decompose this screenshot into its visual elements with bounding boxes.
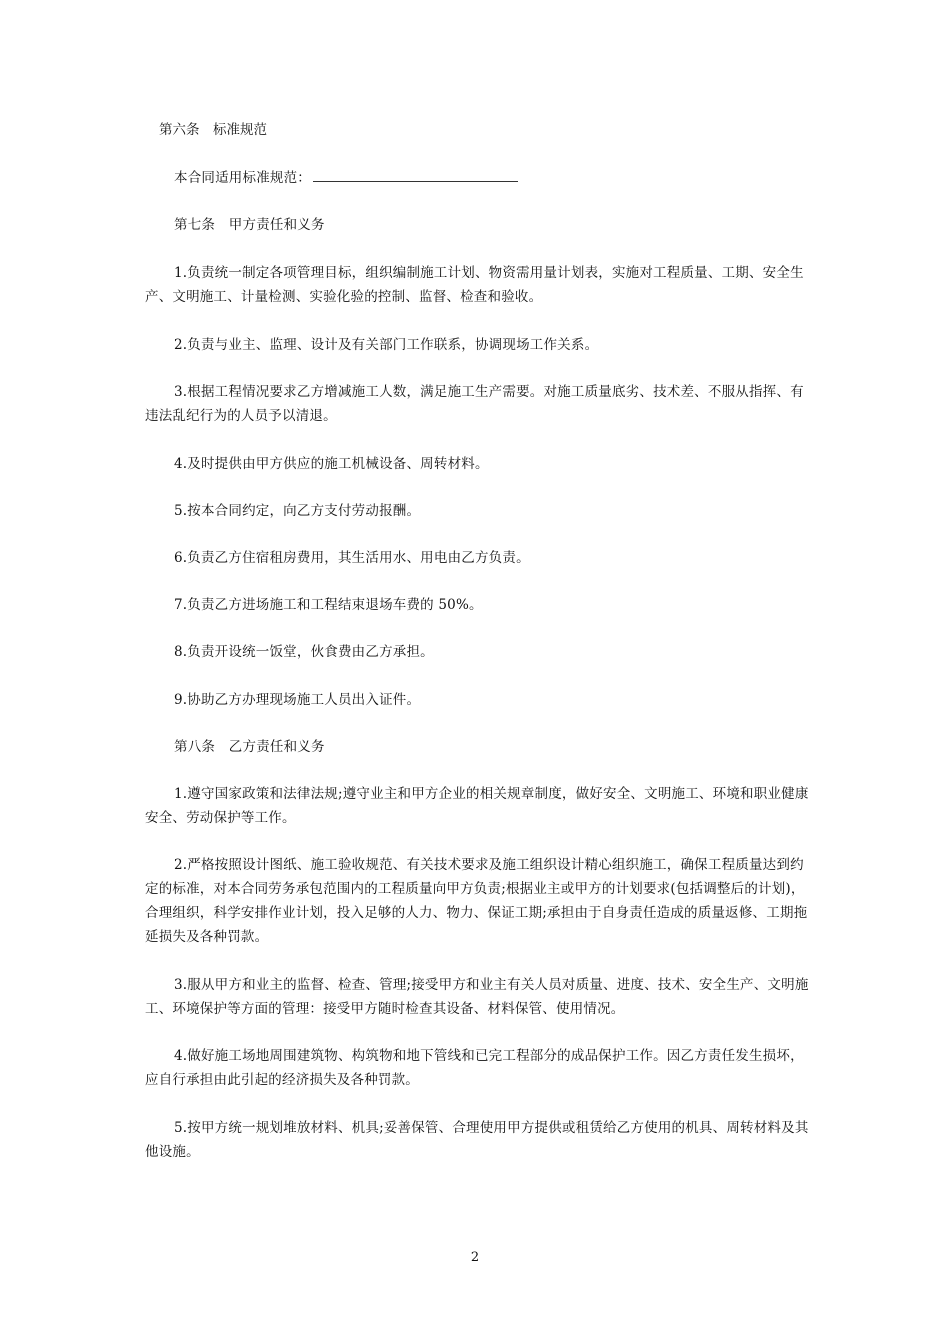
section-8-item-5: 5.按甲方统一规划堆放材料、机具;妥善保管、合理使用甲方提供或租赁给乙方使用的机具、周转材料及其他设施。 [145, 1120, 809, 1160]
section-7-item-3: 3.根据工程情况要求乙方增减施工人数，满足施工生产需要。对施工质量底劣、技术差、不服从指挥、有违法乱纪行为的人员予以清退。 [145, 384, 804, 424]
section-7-item-2: 2.负责与业主、监理、设计及有关部门工作联系，协调现场工作关系。 [174, 337, 599, 353]
section-7-item-5: 5.按本合同约定，向乙方支付劳动报酬。 [174, 503, 421, 519]
section-8-item-1: 1.遵守国家政策和法律法规;遵守业主和甲方企业的相关规章制度，做好安全、文明施工、环境和职业健康安全、劳动保护等工作。 [145, 786, 809, 826]
page-number: 2 [470, 1250, 480, 1265]
section-7-item-4: 4.及时提供由甲方供应的施工机械设备、周转材料。 [174, 456, 489, 472]
standards-blank[interactable] [313, 167, 518, 182]
section-7-item-7: 7.负责乙方进场施工和工程结束退场车费的 50%。 [174, 597, 483, 613]
section-7-item-8: 8.负责开设统一饭堂，伙食费由乙方承担。 [174, 644, 434, 660]
standards-label: 本合同适用标准规范： [174, 170, 311, 186]
section-7-item-1: 1.负责统一制定各项管理目标，组织编制施工计划、物资需用量计划表，实施对工程质量、工期、安全生产、文明施工、计量检测、实验化验的控制、监督、检查和验收。 [145, 265, 804, 305]
section-8-item-2: 2.严格按照设计图纸、施工验收规范、有关技术要求及施工组织设计精心组织施工，确保工程质量达到约定的标准，对本合同劳务承包范围内的工程质量向甲方负责;根据业主或甲方的计划要求(包括调整后的计划)，合理组织，科学安排作业计划，投入足够的人力、物力、保证工期;承担由于自身责任造成的质量返修、工期拖延损失及各种罚款。 [145, 857, 808, 945]
section-6-heading: 第六条 标准规范 [159, 122, 267, 138]
section-8-item-4: 4.做好施工场地周围建筑物、构筑物和地下管线和已完工程部分的成品保护工作。因乙方责任发生损坏，应自行承担由此引起的经济损失及各种罚款。 [145, 1048, 804, 1088]
section-7-item-6: 6.负责乙方住宿租房费用，其生活用水、用电由乙方负责。 [174, 550, 530, 566]
section-8-item-3: 3.服从甲方和业主的监督、检查、管理;接受甲方和业主有关人员对质量、进度、技术、安全生产、文明施工、环境保护等方面的管理：接受甲方随时检查其设备、材料保管、使用情况。 [145, 977, 809, 1017]
standards-line [145, 166, 810, 190]
section-7-item-9: 9.协助乙方办理现场施工人员出入证件。 [174, 692, 421, 708]
section-8-heading: 第八条 乙方责任和义务 [174, 739, 325, 755]
section-7-heading: 第七条 甲方责任和义务 [174, 217, 325, 233]
